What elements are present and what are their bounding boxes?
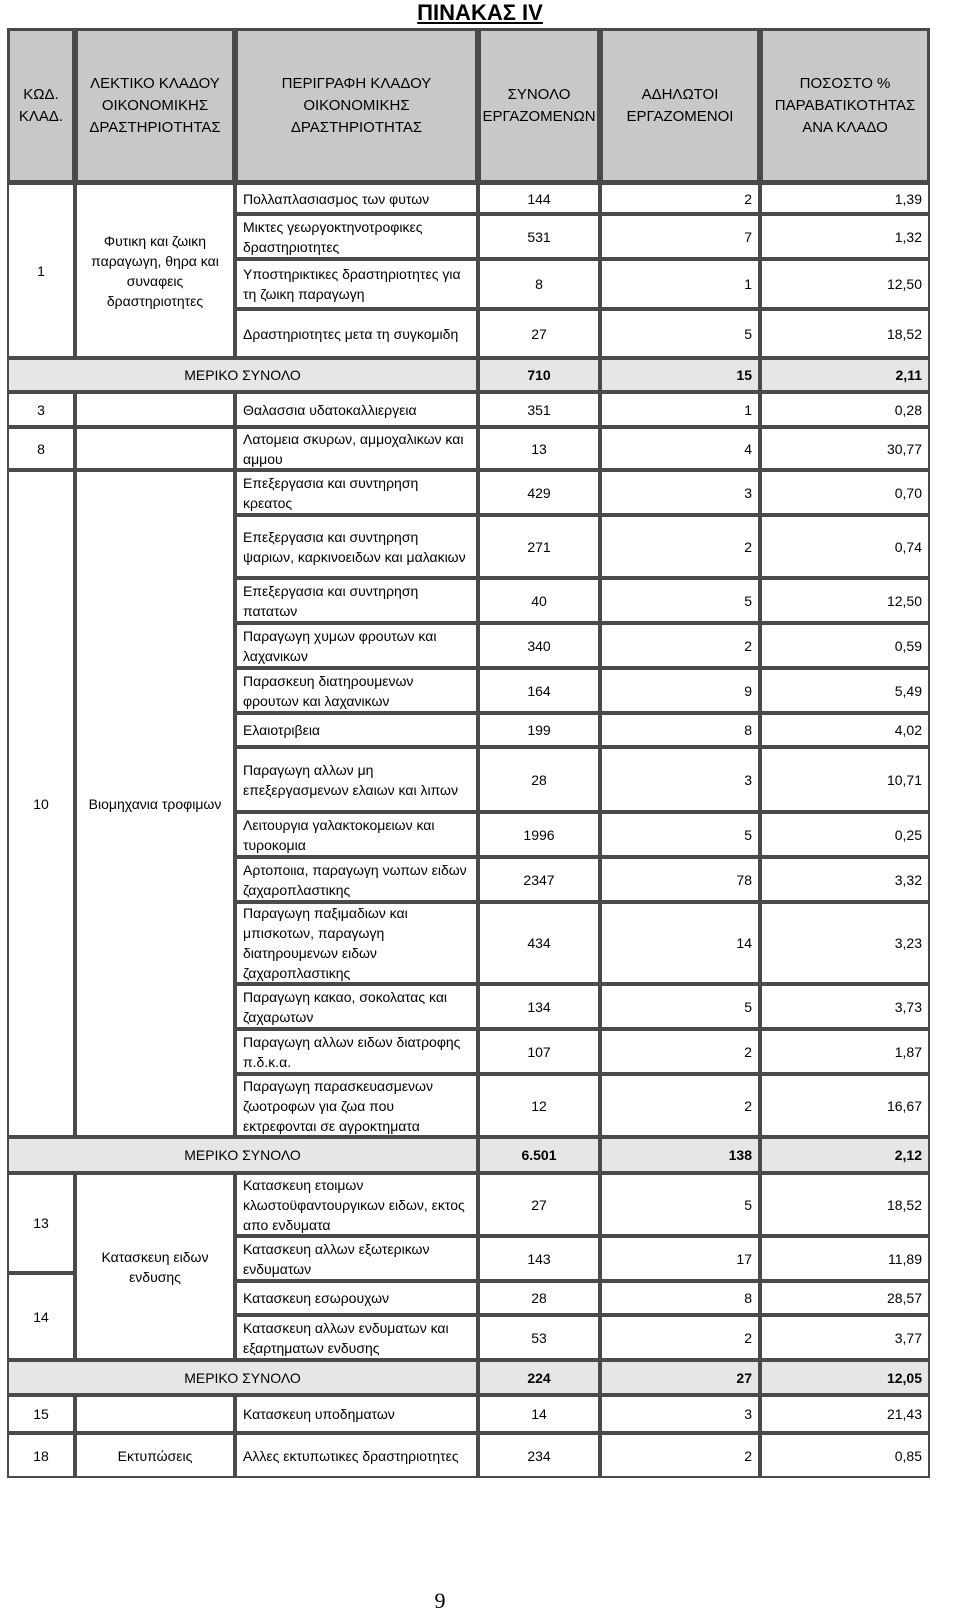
percent-cell: 3,77	[760, 1315, 930, 1360]
description-cell: Υποστηρικτικες δραστηριοτητες για τη ζωικη παραγωγη	[235, 259, 478, 309]
percent-cell: 0,74	[760, 515, 930, 578]
description-cell: Παραγωγη χυμων φρουτων και λαχανικων	[235, 623, 478, 668]
undeclared-cell: 3	[600, 1395, 760, 1433]
undeclared-cell: 1	[600, 392, 760, 427]
total-cell: 144	[478, 183, 600, 214]
subtotal-percent: 2,11	[760, 358, 930, 392]
subtotal-total: 710	[478, 358, 600, 392]
total-cell: 28	[478, 1281, 600, 1315]
percent-cell: 12,50	[760, 578, 930, 623]
total-cell: 134	[478, 984, 600, 1029]
description-cell: Πολλαπλασιασμος των φυτων	[235, 183, 478, 214]
undeclared-cell: 2	[600, 623, 760, 668]
percent-cell: 3,73	[760, 984, 930, 1029]
undeclared-cell: 2	[600, 1074, 760, 1137]
percent-cell: 3,23	[760, 902, 930, 984]
branch-code: 8	[7, 427, 75, 470]
percent-cell: 21,43	[760, 1395, 930, 1433]
description-cell: Αλλες εκτυπωτικες δραστηριοτητες	[235, 1433, 478, 1478]
undeclared-cell: 5	[600, 309, 760, 358]
undeclared-cell: 5	[600, 984, 760, 1029]
total-cell: 40	[478, 578, 600, 623]
undeclared-cell: 2	[600, 515, 760, 578]
description-cell: Παραγωγη αλλων ειδων διατροφης π.δ.κ.α.	[235, 1029, 478, 1074]
undeclared-cell: 2	[600, 1315, 760, 1360]
branch-verbal	[75, 1395, 235, 1433]
percent-cell: 3,32	[760, 857, 930, 902]
undeclared-cell: 5	[600, 812, 760, 857]
description-cell: Παρασκευη διατηρουμενων φρουτων και λαχανικων	[235, 668, 478, 713]
description-cell: Μικτες γεωργοκτηνοτροφικες δραστηριοτητες	[235, 214, 478, 259]
undeclared-cell: 8	[600, 713, 760, 747]
subtotal-label: ΜΕΡΙΚΟ ΣΥΝΟΛΟ	[7, 1360, 478, 1395]
total-cell: 28	[478, 747, 600, 812]
total-cell: 13	[478, 427, 600, 470]
undeclared-cell: 17	[600, 1236, 760, 1281]
description-cell: Κατασκευη εσωρουχων	[235, 1281, 478, 1315]
undeclared-cell: 2	[600, 183, 760, 214]
total-cell: 234	[478, 1433, 600, 1478]
subtotal-label: ΜΕΡΙΚΟ ΣΥΝΟΛΟ	[7, 1137, 478, 1173]
percent-cell: 0,85	[760, 1433, 930, 1478]
undeclared-cell: 1	[600, 259, 760, 309]
branch-verbal	[75, 427, 235, 470]
total-cell: 271	[478, 515, 600, 578]
undeclared-cell: 8	[600, 1281, 760, 1315]
subtotal-percent: 12,05	[760, 1360, 930, 1395]
description-cell: Λατομεια σκυρων, αμμοχαλικων και αμμου	[235, 427, 478, 470]
header-percent: ΠΟΣΟΣΤΟ % ΠΑΡΑΒΑΤΙΚΟΤΗΤΑΣ ΑΝΑ ΚΛΑΔΟ	[760, 28, 930, 183]
subtotal-total: 224	[478, 1360, 600, 1395]
total-cell: 351	[478, 392, 600, 427]
total-cell: 14	[478, 1395, 600, 1433]
undeclared-cell: 7	[600, 214, 760, 259]
percent-cell: 16,67	[760, 1074, 930, 1137]
undeclared-cell: 14	[600, 902, 760, 984]
total-cell: 531	[478, 214, 600, 259]
total-cell: 143	[478, 1236, 600, 1281]
description-cell: Παραγωγη αλλων μη επεξεργασμενων ελαιων και λιπων	[235, 747, 478, 812]
total-cell: 27	[478, 309, 600, 358]
total-cell: 340	[478, 623, 600, 668]
header-verbal: ΛΕΚΤΙΚΟ ΚΛΑΔΟΥ ΟΙΚΟΝΟΜΙΚΗΣ ΔΡΑΣΤΗΡΙΟΤΗΤΑΣ	[75, 28, 235, 183]
percent-cell: 0,28	[760, 392, 930, 427]
subtotal-label: ΜΕΡΙΚΟ ΣΥΝΟΛΟ	[7, 358, 478, 392]
description-cell: Κατασκευη αλλων εξωτερικων ενδυματων	[235, 1236, 478, 1281]
header-undeclared: ΑΔΗΛΩΤΟΙ ΕΡΓΑΖΟΜΕΝΟΙ	[600, 28, 760, 183]
header-total: ΣΥΝΟΛΟ ΕΡΓΑΖΟΜΕΝΩΝ	[478, 28, 600, 183]
description-cell: Επεξεργασια και συντηρηση κρεατος	[235, 470, 478, 515]
undeclared-cell: 5	[600, 578, 760, 623]
percent-cell: 4,02	[760, 713, 930, 747]
undeclared-cell: 4	[600, 427, 760, 470]
subtotal-undeclared: 27	[600, 1360, 760, 1395]
undeclared-cell: 78	[600, 857, 760, 902]
branch-code: 14	[7, 1273, 75, 1360]
branch-code: 1	[7, 183, 75, 358]
branch-verbal	[75, 392, 235, 427]
total-cell: 164	[478, 668, 600, 713]
branch-verbal: Εκτυπώσεις	[75, 1433, 235, 1478]
header-code: ΚΩΔ. ΚΛΑΔ.	[7, 28, 75, 183]
percent-cell: 18,52	[760, 1173, 930, 1236]
total-cell: 107	[478, 1029, 600, 1074]
description-cell: Θαλασσια υδατοκαλλιεργεια	[235, 392, 478, 427]
percent-cell: 5,49	[760, 668, 930, 713]
undeclared-cell: 5	[600, 1173, 760, 1236]
subtotal-total: 6.501	[478, 1137, 600, 1173]
percent-cell: 30,77	[760, 427, 930, 470]
undeclared-cell: 3	[600, 747, 760, 812]
undeclared-cell: 3	[600, 470, 760, 515]
undeclared-cell: 2	[600, 1433, 760, 1478]
branch-code: 3	[7, 392, 75, 427]
description-cell: Παραγωγη παρασκευασμενων ζωοτροφων για ζωα που εκτρεφονται σε αγροκτηματα	[235, 1074, 478, 1137]
undeclared-cell: 9	[600, 668, 760, 713]
percent-cell: 10,71	[760, 747, 930, 812]
branch-verbal: Κατασκευη ειδων ενδυσης	[75, 1173, 235, 1360]
description-cell: Παραγωγη κακαο, σοκολατας και ζαχαρωτων	[235, 984, 478, 1029]
branch-code: 18	[7, 1433, 75, 1478]
page-title: ΠΙΝΑΚΑΣ IV	[417, 0, 543, 25]
percent-cell: 11,89	[760, 1236, 930, 1281]
total-cell: 434	[478, 902, 600, 984]
total-cell: 8	[478, 259, 600, 309]
total-cell: 53	[478, 1315, 600, 1360]
description-cell: Παραγωγη παξιμαδιων και μπισκοτων, παραγωγη διατηρουμενων ειδων ζαχαροπλαστικης	[235, 902, 478, 984]
subtotal-undeclared: 15	[600, 358, 760, 392]
percent-cell: 12,50	[760, 259, 930, 309]
description-cell: Ελαιοτριβεια	[235, 713, 478, 747]
percent-cell: 0,70	[760, 470, 930, 515]
description-cell: Κατασκευη αλλων ενδυματων και εξαρτηματων ενδυσης	[235, 1315, 478, 1360]
percent-cell: 0,25	[760, 812, 930, 857]
description-cell: Δραστηριοτητες μετα τη συγκομιδη	[235, 309, 478, 358]
branch-code: 15	[7, 1395, 75, 1433]
description-cell: Κατασκευη ετοιμων κλωστοϋφαντουργικων ειδων, εκτος απο ενδυματα	[235, 1173, 478, 1236]
description-cell: Αρτοποιια, παραγωγη νωπων ειδων ζαχαροπλαστικης	[235, 857, 478, 902]
percent-cell: 1,39	[760, 183, 930, 214]
undeclared-cell: 2	[600, 1029, 760, 1074]
total-cell: 2347	[478, 857, 600, 902]
description-cell: Επεξεργασια και συντηρηση πατατων	[235, 578, 478, 623]
total-cell: 199	[478, 713, 600, 747]
total-cell: 12	[478, 1074, 600, 1137]
percent-cell: 1,32	[760, 214, 930, 259]
percent-cell: 18,52	[760, 309, 930, 358]
total-cell: 1996	[478, 812, 600, 857]
percent-cell: 1,87	[760, 1029, 930, 1074]
branch-code: 13	[7, 1173, 75, 1273]
branch-verbal: Φυτικη και ζωικη παραγωγη, θηρα και συναφεις δραστηριοτητες	[75, 183, 235, 358]
branch-verbal: Βιομηχανια τροφιμων	[75, 470, 235, 1137]
branch-code: 10	[7, 470, 75, 1137]
header-description: ΠΕΡΙΓΡΑΦΗ ΚΛΑΔΟΥ ΟΙΚΟΝΟΜΙΚΗΣ ΔΡΑΣΤΗΡΙΟΤΗΤΑΣ	[235, 28, 478, 183]
page-number: 9	[434, 1588, 446, 1613]
description-cell: Κατασκευη υποδηματων	[235, 1395, 478, 1433]
description-cell: Επεξεργασια και συντηρηση ψαριων, καρκινοειδων και μαλακιων	[235, 515, 478, 578]
percent-cell: 28,57	[760, 1281, 930, 1315]
total-cell: 27	[478, 1173, 600, 1236]
subtotal-percent: 2,12	[760, 1137, 930, 1173]
percent-cell: 0,59	[760, 623, 930, 668]
total-cell: 429	[478, 470, 600, 515]
description-cell: Λειτουργια γαλακτοκομειων και τυροκομια	[235, 812, 478, 857]
subtotal-undeclared: 138	[600, 1137, 760, 1173]
